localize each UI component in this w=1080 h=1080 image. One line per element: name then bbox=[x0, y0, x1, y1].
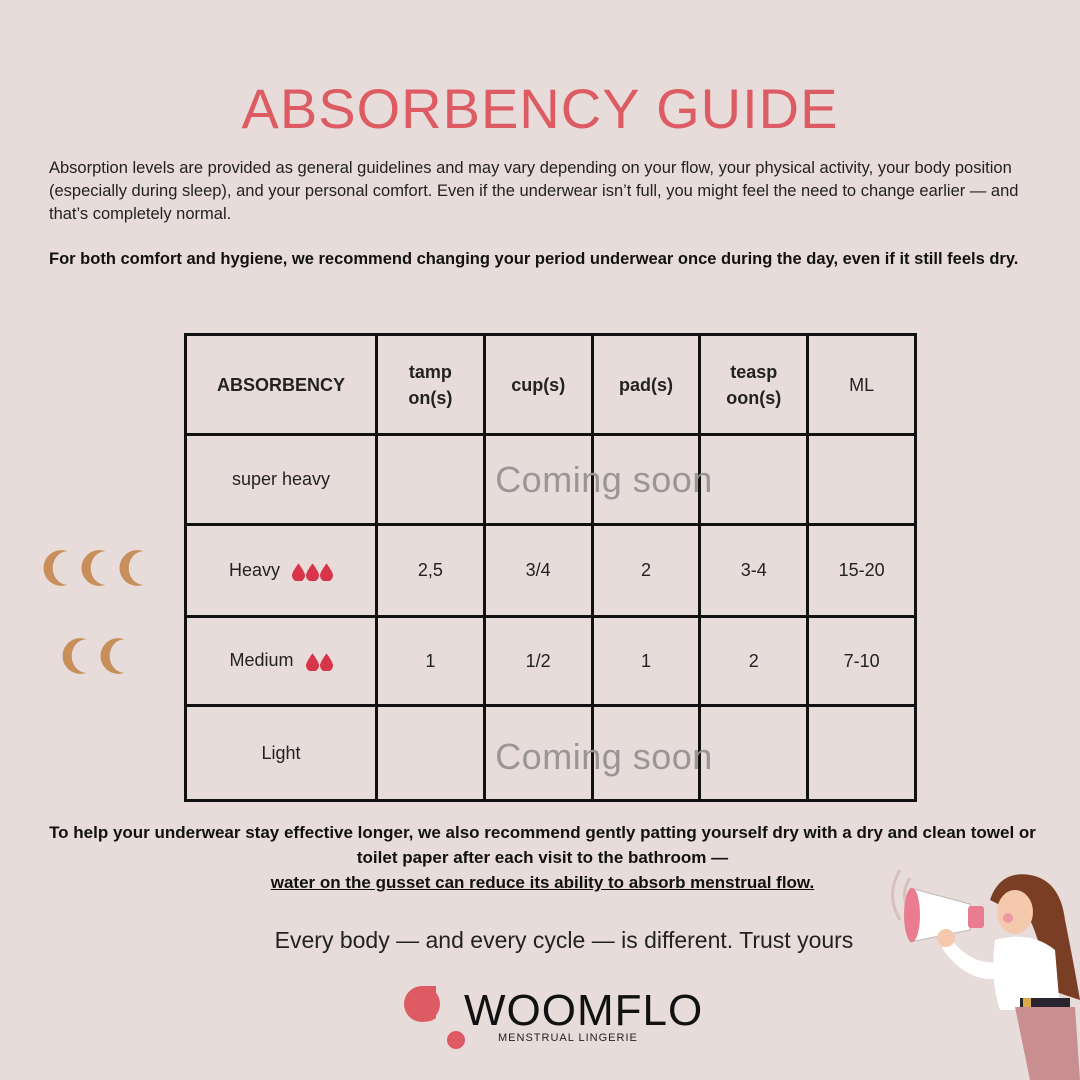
table-cell bbox=[377, 435, 485, 525]
header-tampons-label: tamp on(s) bbox=[408, 361, 453, 408]
crescent-moon-icon bbox=[76, 547, 118, 594]
table-cell bbox=[808, 706, 916, 801]
crescent-moon-icon bbox=[57, 635, 99, 682]
row-level: Light bbox=[186, 706, 377, 801]
table-cell bbox=[592, 435, 700, 525]
header-absorbency: ABSORBENCY bbox=[186, 335, 377, 435]
crescent-moon-icon bbox=[114, 547, 156, 594]
coming-soon-overlay: Coming soon bbox=[495, 736, 713, 777]
megaphone-woman-illustration bbox=[880, 860, 1080, 1080]
tagline: Every body — and every cycle — is different. Trust yours bbox=[274, 927, 854, 953]
drop-rating bbox=[291, 560, 333, 581]
header-ml: ML bbox=[808, 335, 916, 435]
table-cell: 3/4 bbox=[484, 525, 592, 617]
header-teaspoons bbox=[700, 335, 808, 435]
table-row-light bbox=[186, 706, 916, 801]
table-cell: 1/2 bbox=[484, 617, 592, 706]
blood-drop-icon bbox=[306, 563, 319, 581]
table-row-heavy bbox=[186, 525, 916, 617]
blood-drop-icon bbox=[306, 653, 319, 671]
row-level: Heavy bbox=[228, 559, 280, 580]
table-cell: 2 bbox=[700, 617, 808, 706]
table-row-super-heavy bbox=[186, 435, 916, 525]
table-cell: 2,5 bbox=[377, 525, 485, 617]
header-cups: cup(s) bbox=[484, 335, 592, 435]
crescent-moon-icon bbox=[38, 547, 80, 594]
brand-name: WOOMFLO bbox=[464, 986, 704, 1035]
table-cell bbox=[700, 706, 808, 801]
crescent-moon-icon bbox=[95, 635, 137, 682]
table-cell: 7-10 bbox=[808, 617, 916, 706]
footer-note-line2: water on the gusset can reduce its ability to absorb menstrual flow. bbox=[270, 873, 815, 892]
table-cell bbox=[700, 435, 808, 525]
row-level-cell bbox=[186, 525, 377, 617]
moon-rating-medium bbox=[57, 635, 133, 682]
row-level: super heavy bbox=[186, 435, 377, 525]
blood-drop-icon bbox=[320, 653, 333, 671]
table-cell bbox=[808, 435, 916, 525]
intro-paragraph: Absorption levels are provided as general guidelines and may vary depending on your flow, your physical activity, your body position (especially during sleep), and your personal comfort. Even if the underwear isn’t full, you might feel the need to change earlier — and that’s completely normal. bbox=[49, 159, 1019, 223]
table-row-medium bbox=[186, 617, 916, 706]
table-cell: 15-20 bbox=[808, 525, 916, 617]
drop-rating bbox=[305, 651, 333, 672]
woomflo-logo-icon bbox=[402, 984, 468, 1050]
header-pads: pad(s) bbox=[592, 335, 700, 435]
table-cell: 1 bbox=[377, 617, 485, 706]
blood-drop-icon bbox=[292, 563, 305, 581]
table-cell bbox=[484, 706, 592, 801]
table-cell bbox=[592, 706, 700, 801]
page-title: ABSORBENCY GUIDE bbox=[241, 77, 839, 140]
header-teaspoons-label: teasp oon(s) bbox=[726, 361, 782, 408]
header-tampons bbox=[377, 335, 485, 435]
brand-subtitle: MENSTRUAL LINGERIE bbox=[498, 1032, 638, 1044]
table-cell bbox=[377, 706, 485, 801]
row-level: Medium bbox=[229, 650, 294, 671]
blood-drop-icon bbox=[320, 563, 333, 581]
footer-note-line1: To help your underwear stay effective longer, we also recommend gently patting yourself dry with a dry and clean towel or toilet paper after each visit to the bathroom — bbox=[49, 823, 1036, 867]
absorbency-table bbox=[184, 333, 917, 802]
table-cell: 3-4 bbox=[700, 525, 808, 617]
table-cell: 2 bbox=[592, 525, 700, 617]
table-header-row bbox=[186, 335, 916, 435]
coming-soon-overlay: Coming soon bbox=[495, 459, 713, 500]
moon-rating-heavy bbox=[38, 547, 152, 594]
table-cell: 1 bbox=[592, 617, 700, 706]
row-level-cell bbox=[186, 617, 377, 706]
recommendation-paragraph: For both comfort and hygiene, we recommend changing your period underwear once during the day, even if it still feels dry. bbox=[49, 250, 1019, 268]
table-cell bbox=[484, 435, 592, 525]
